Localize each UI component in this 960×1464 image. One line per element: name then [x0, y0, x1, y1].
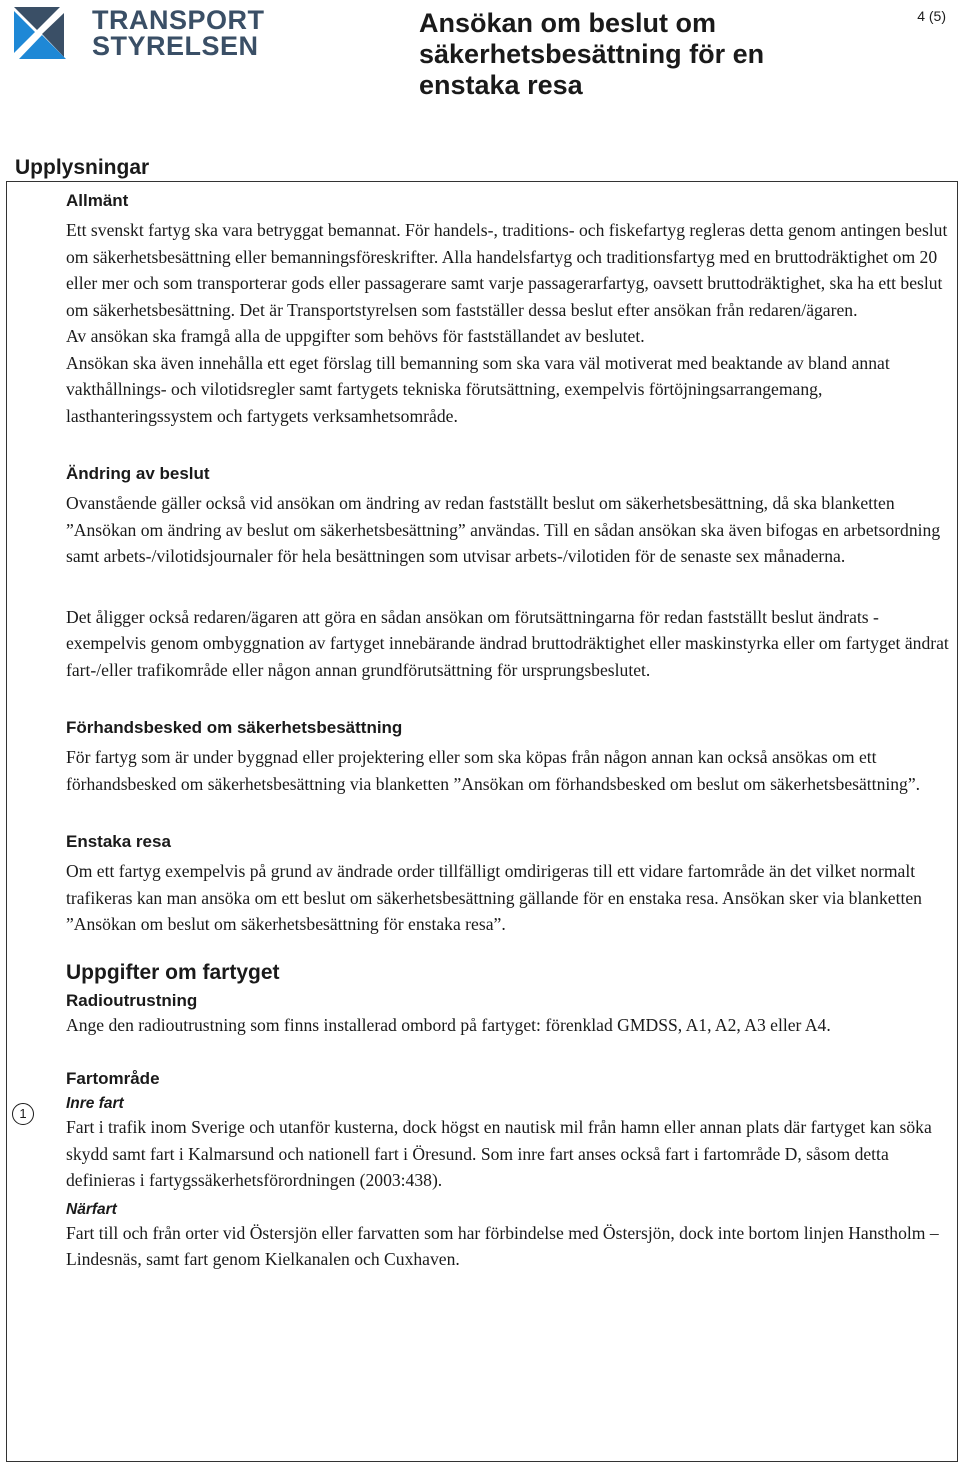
- andring-heading: Ändring av beslut: [66, 464, 210, 483]
- allmant-paragraph-2: Av ansökan ska framgå alla de uppgifter som behövs för fastställandet av beslutet.: [66, 326, 645, 346]
- andring-section: [66, 463, 950, 683]
- forhandsbesked-section: [66, 717, 950, 797]
- logo-line-1: TRANSPORT: [92, 5, 265, 35]
- main-content: [66, 190, 950, 1273]
- narfart-paragraph: Fart till och från orter vid Östersjön eller farvatten som har förbindelse med Östersjön, dock inte bortom linjen Hanstholm – Lindesnäs, samt fart genom Kielkanalen och Cuxhaven.: [66, 1222, 939, 1269]
- allmant-section: [66, 190, 950, 429]
- logo-wordmark: [92, 7, 265, 59]
- andring-paragraph-2: Det åligger också redaren/ägaren att göra en sådan ansökan om förutsättningarna för redan fastställt beslut ändrats - exempelvis genom ombyggnation av fartyget innebärande ändrad bruttodräktighet eller maskinstyrka eller om fartyget ändrat fart-/eller trafikområde eller någon annan grundförutsättning för ursprungsbeslutet.: [66, 606, 949, 680]
- section-number-badge: 1: [12, 1103, 34, 1125]
- inre-fart-paragraph: Fart i trafik inom Sverige och utanför kusterna, dock högst en nautisk mil från hamn eller annan plats där fartyget kan söka skydd samt fart i Kalmarsund och nationell fart i Öresund. Som inre fart anses också fart i fartområde D, såsom detta definieras i fartygssäkerhetsförordningen (2003:438).: [66, 1117, 932, 1190]
- fartomrade-heading: Fartområde: [66, 1069, 160, 1088]
- allmant-paragraph-1: Ett svenskt fartyg ska vara betryggat bemannat. För handels-, traditions- och fiskefartyg regleras detta genom antingen beslut om säkerhetsbesättning eller bemanningsföreskrifter. Alla handelsfartyg och traditionsfartyg med en bruttodräktighet om 20 eller mer och som transporterar gods eller passagerare samt varje passagerarfartyg, oavsett bruttodräktighet, ska ha ett beslut om säkerhetsbesättning. Det är Transportstyrelsen som fastställer dessa beslut efter ansökan från redaren/ägaren.: [66, 220, 948, 320]
- narfart-heading: Närfart: [66, 1200, 117, 1218]
- page-number: 4 (5): [917, 8, 946, 24]
- inre-fart-heading: Inre fart: [66, 1095, 124, 1112]
- logo-mark-icon: [14, 7, 74, 59]
- allmant-paragraph-3: Ansökan ska även innehålla ett eget förslag till bemanning som ska vara väl motiverat med beaktande av bland annat vakthållnings- och vilotidsregler samt fartygets tekniska förutsättning, exempelvis förtöjningsarrangemang, lasthanteringssystem och fartygets verksamhetsområde.: [66, 352, 890, 426]
- enstaka-paragraph: Om ett fartyg exempelvis på grund av ändrade order tillfälligt omdirigeras till ett vidare fartområde än det vilket normalt trafikeras kan man ansöka om ett beslut om säkerhetsbesättning gällande för en enstaka resa. Ansökan sker via blanketten ”Ansökan om beslut om säkerhetsbesättning för enstaka resa”.: [66, 861, 922, 934]
- uppgifter-section: [66, 960, 950, 1273]
- andring-paragraph-1: Ovanstående gäller också vid ansökan om ändring av redan fastställt beslut om säkerhetsbesättning, då ska blanketten ”Ansökan om ändring av beslut om säkerhetsbesättning” användas. Till en sådan ansökan ska även bifogas en arbetsordning samt arbets-/vilotidsjournaler för hela besättningen som utvisar arbets-/vilotiden för de senaste sex månaderna.: [66, 493, 941, 566]
- section-title: Upplysningar: [15, 156, 150, 179]
- logo-line-2: STYRELSEN: [92, 31, 259, 61]
- transportstyrelsen-logo: [14, 5, 265, 61]
- radio-heading: Radioutrustning: [66, 990, 198, 1010]
- forhandsbesked-heading: Förhandsbesked om säkerhetsbesättning: [66, 718, 403, 737]
- radio-paragraph: Ange den radioutrustning som finns installerad ombord på fartyget: förenklad GMDSS, A1, A2, A3 eller A4.: [66, 1014, 831, 1035]
- document-title: Ansökan om beslut om säkerhetsbesättning för en enstaka resa: [419, 8, 765, 100]
- forhandsbesked-paragraph: För fartyg som är under byggnad eller projektering eller som ska köpas från någon annan kan också ansökas om ett förhandsbesked om säkerhetsbesättning via blanketten ”Ansökan om förhandsbesked om beslut om säkerhetsbesättning”.: [66, 747, 921, 794]
- enstaka-section: [66, 831, 950, 938]
- page-header: [0, 0, 960, 110]
- allmant-heading: Allmänt: [66, 191, 129, 210]
- uppgifter-heading: Uppgifter om fartyget: [66, 960, 280, 984]
- enstaka-heading: Enstaka resa: [66, 832, 171, 851]
